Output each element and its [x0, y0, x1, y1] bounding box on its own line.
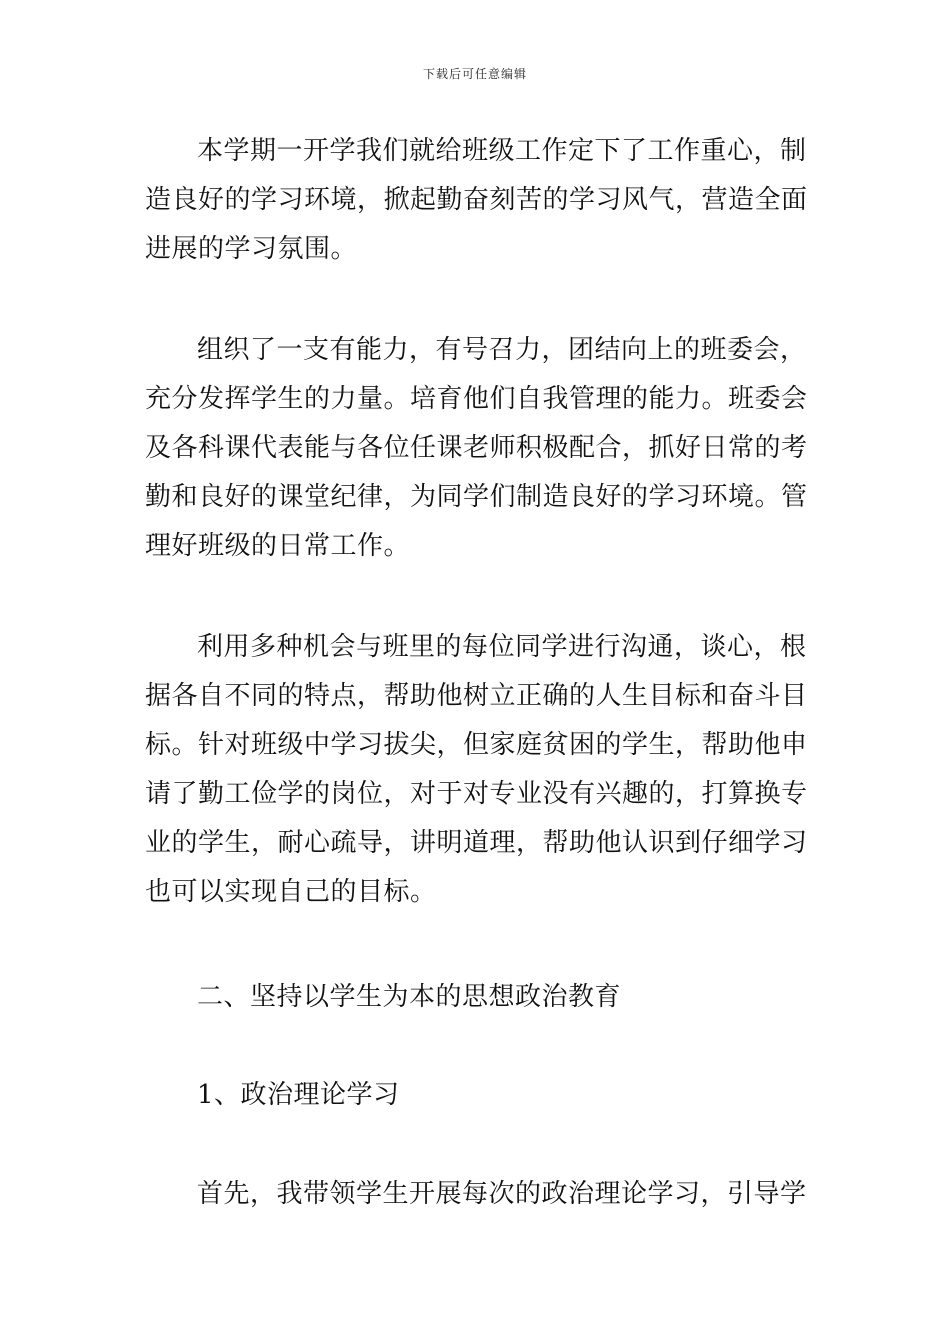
section-heading: 二、坚持以学生为本的思想政治教育 [197, 982, 622, 1012]
header-note: 下载后可任意编辑 [422, 67, 527, 81]
paragraph-political-study: 首先，我带领学生开展每次的政治理论学习，引导学 [197, 1179, 807, 1209]
paragraph-class-work-focus: 本学期一开学我们就给班级工作定下了工作重心，制造良好的学习环境，掀起勤奋刻苦的学习风气，营造全面进展的学习氛围。 [145, 136, 808, 264]
subsection-heading: 1、政治理论学习 [197, 1080, 400, 1110]
paragraph-class-committee: 组织了一支有能力，有号召力，团结向上的班委会，充分发挥学生的力量。培育他们自我管理的能力。班委会及各科课代表能与各位任课老师积极配合，抓好日常的考勤和良好的课堂纪律，为同学们制造良好的学习环境。管理好班级的日常工作。 [145, 335, 808, 561]
paragraph-student-communication: 利用多种机会与班里的每位同学进行沟通，谈心，根据各自不同的特点，帮助他树立正确的人生目标和奋斗目标。针对班级中学习拔尖，但家庭贫困的学生，帮助他申请了勤工俭学的岗位，对于对专业没有兴趣的，打算换专业的学生，耐心疏导，讲明道理，帮助他认识到仔细学习也可以实现自己的目标。 [145, 632, 808, 907]
